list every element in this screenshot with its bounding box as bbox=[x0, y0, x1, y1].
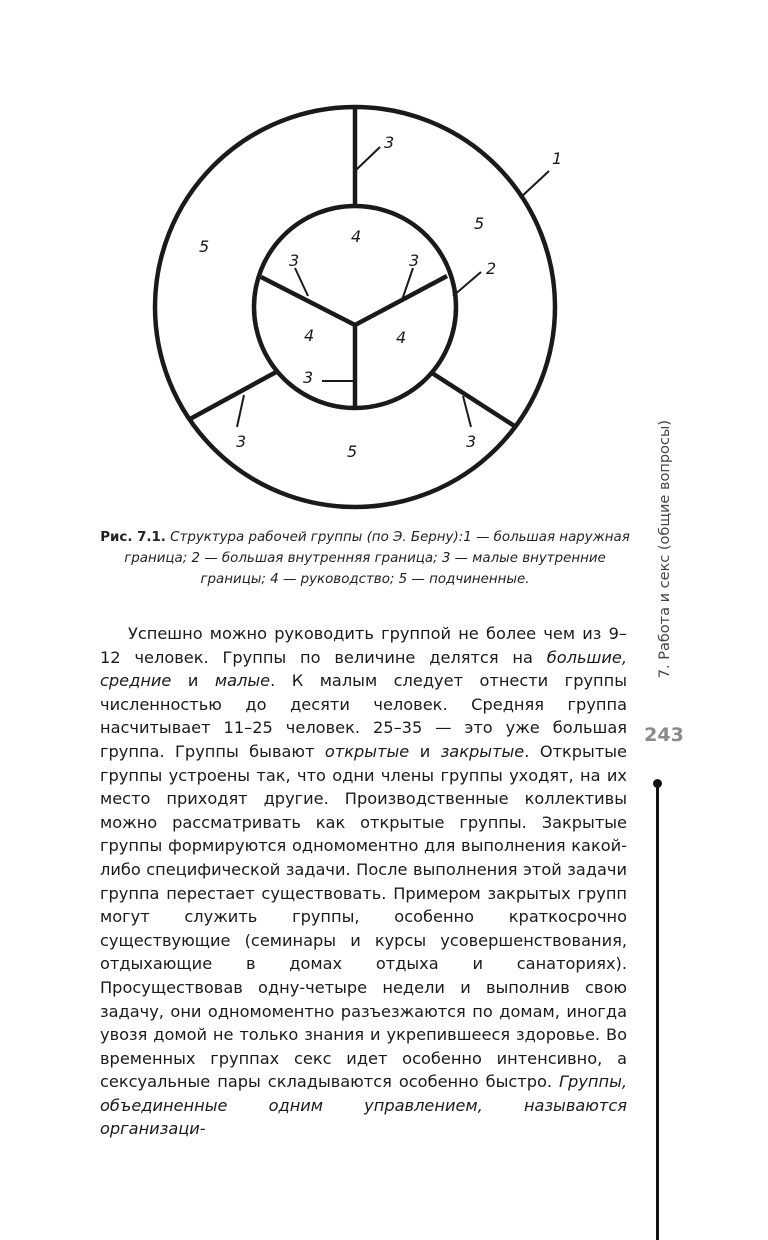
label-3-center: 3 bbox=[303, 368, 314, 387]
label-3-inner-right: 3 bbox=[409, 251, 420, 270]
paragraph: Успешно можно руководить группой не более чем из 9–12 человек. Группы по величине делятся на большие, средние и малые. К малым следует отнести группы численностью до десяти человек. Средняя группа насчитывает 11–25 человек. 25–35 — это уже большая группа. Группы бывают открытые и закрытые. Открытые группы устроены так, что одни члены группы уходят, на их место приходят другие. Производственные коллективы можно рассматривать как открытые группы. Закрытые группы формируются одномоментно для выполнения какой-либо специфической задачи. После выполнения этой задачи группа перестает существовать. Примером закрытых групп могут служить группы, особенно краткосрочно существующие (семинары и курсы усовершенствования, отдыхающие в домах отдыха и санаториях). Просуществовав одну-четыре недели и выполнив свою задачу, они одномоментно разъезжаются по домам, иногда увозя домой не только знания и укрепившееся здоровье. Во временных группах секс идет особенно интенсивно, а сексуальные пары складываются особенно быстро. Группы, объединенные одним управлением, называются организаци- bbox=[100, 624, 628, 1139]
label-5-bottom: 5 bbox=[347, 442, 358, 461]
leader-2 bbox=[453, 272, 481, 296]
label-4-right: 4 bbox=[396, 328, 407, 347]
lower-left-divider bbox=[190, 371, 278, 419]
leader-3-inner-left bbox=[295, 268, 308, 296]
label-4-left: 4 bbox=[304, 326, 315, 345]
label-5-left: 5 bbox=[199, 237, 210, 256]
margin-rule bbox=[656, 783, 659, 1240]
label-3-lower-left: 3 bbox=[236, 432, 247, 451]
main-text bbox=[100, 622, 627, 1141]
inner-right-spoke bbox=[355, 276, 447, 325]
label-3-lower-right: 3 bbox=[466, 432, 477, 451]
lower-right-divider bbox=[432, 373, 516, 427]
leader-3-lower-right bbox=[463, 396, 471, 427]
leader-3-top bbox=[356, 147, 380, 170]
page-number: 243 bbox=[644, 724, 684, 746]
leader-1 bbox=[520, 171, 549, 198]
label-3-top: 3 bbox=[384, 133, 395, 152]
caption-text: Структура рабочей группы (по Э. Берну):1 — большая наружная граница; 2 — большая внутренняя граница; 3 — малые внутренние границы; 4 — руководство; 5 — подчиненные. bbox=[124, 530, 630, 587]
running-head: 7. Работа и секс (общие вопросы) bbox=[657, 420, 673, 679]
label-1: 1 bbox=[552, 149, 563, 168]
label-2: 2 bbox=[486, 259, 497, 278]
inner-left-spoke bbox=[261, 277, 355, 325]
label-5-right: 5 bbox=[474, 214, 485, 233]
label-4-top: 4 bbox=[351, 227, 362, 246]
figure-caption bbox=[100, 527, 630, 590]
leader-3-lower-left bbox=[237, 395, 244, 427]
caption-label: Рис. 7.1. bbox=[100, 530, 166, 545]
label-3-inner-left: 3 bbox=[289, 251, 300, 270]
